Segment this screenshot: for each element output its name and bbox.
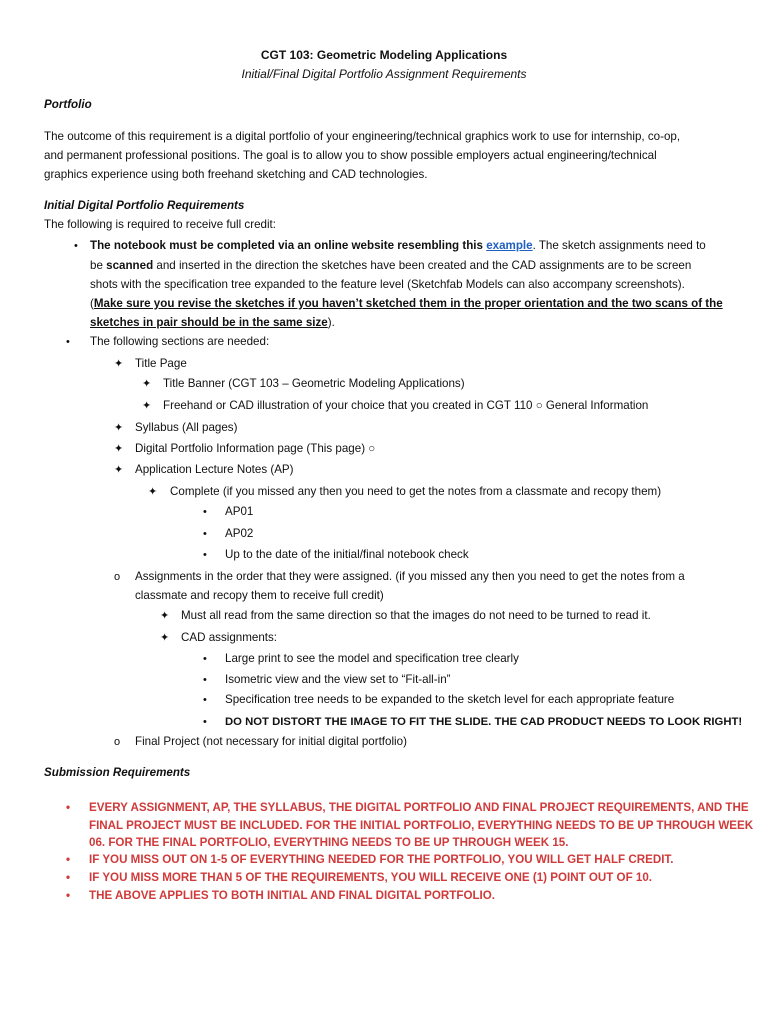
bullet-marker: • <box>66 889 71 902</box>
bullet-marker: • <box>203 716 207 728</box>
star-marker: ✦ <box>160 610 170 622</box>
notebook-bold-text: The notebook must be completed via an online website resembling this <box>90 239 487 252</box>
ap01-item: AP01 <box>225 505 254 518</box>
up-to-date-item: Up to the date of the initial/final notebook check <box>225 548 469 561</box>
final-project-item: Final Project (not necessary for initial digital portfolio) <box>135 735 407 748</box>
star-marker: ✦ <box>114 464 124 476</box>
notebook-line-1 <box>90 239 706 253</box>
bullet-marker: • <box>203 528 207 540</box>
circle-marker: o <box>114 736 121 748</box>
same-direction-item: Must all read from the same direction so that the images do not need to be turned to read it. <box>181 609 651 622</box>
bullet-marker: • <box>66 871 71 884</box>
portfolio-line-1: The outcome of this requirement is a digital portfolio of your engineering/technical graphics work to use for internship, co-op, <box>44 130 681 143</box>
document-title: CGT 103: Geometric Modeling Applications <box>260 48 508 62</box>
portfolio-line-3: graphics experience using both freehand sketching and CAD technologies. <box>44 168 428 181</box>
info-page-item: Digital Portfolio Information page (This page) ○ <box>135 442 376 455</box>
notebook-close-paren: ). <box>327 316 335 329</box>
circle-marker: o <box>114 571 121 583</box>
submission-item-2: IF YOU MISS OUT ON 1-5 OF EVERYTHING NEEDED FOR THE PORTFOLIO, YOU WILL GET HALF CREDIT. <box>89 853 674 866</box>
example-link[interactable]: example <box>486 239 533 252</box>
notebook-line-3: shots with the specification tree expanded to the feature level (Sketchfab Models can also accompany screenshots). <box>90 278 685 291</box>
star-marker: ✦ <box>142 378 152 390</box>
ap02-item: AP02 <box>225 527 254 540</box>
portfolio-heading: Portfolio <box>44 98 92 111</box>
title-page-item: Title Page <box>135 357 187 370</box>
isometric-item: Isometric view and the view set to “Fit-all-in” <box>225 673 451 686</box>
bullet-marker: • <box>66 853 71 866</box>
notebook-line-2 <box>90 259 691 273</box>
submission-item-1-line-3: 06. FOR THE FINAL PORTFOLIO, EVERYTHING NEEDS TO BE UP THROUGH WEEK 15. <box>89 836 569 849</box>
assignments-line-2: classmate and recopy them to receive full credit) <box>135 589 384 602</box>
notebook-after-link: . The sketch assignments need to <box>532 239 706 252</box>
bullet-marker: • <box>203 549 207 561</box>
title-banner-item: Title Banner (CGT 103 – Geometric Modeling Applications) <box>163 377 465 390</box>
spec-tree-item: Specification tree needs to be expanded to the sketch level for each appropriate feature <box>225 693 675 706</box>
bullet-marker: • <box>203 674 207 686</box>
initial-intro: The following is required to receive full credit: <box>44 218 276 231</box>
bullet-marker: • <box>203 506 207 518</box>
submission-item-4: THE ABOVE APPLIES TO BOTH INITIAL AND FINAL DIGITAL PORTFOLIO. <box>89 889 496 902</box>
document-subtitle: Initial/Final Digital Portfolio Assignment Requirements <box>241 67 527 81</box>
notebook-open-paren: ( <box>90 297 94 310</box>
freehand-item: Freehand or CAD illustration of your choice that you created in CGT 110 ○ General Information <box>163 399 649 412</box>
notebook-line-4 <box>90 297 723 311</box>
scanned-text: scanned <box>106 259 154 272</box>
star-marker: ✦ <box>148 486 158 498</box>
syllabus-item: Syllabus (All pages) <box>135 421 238 434</box>
assignments-line-1: Assignments in the order that they were assigned. (if you missed any then you need to get the notes from a <box>135 570 685 583</box>
large-print-item: Large print to see the model and specification tree clearly <box>225 652 519 665</box>
complete-item: Complete (if you missed any then you need to get the notes from a classmate and recopy them) <box>170 485 662 498</box>
bullet-marker: • <box>66 801 71 814</box>
notebook-line2-pre: be <box>90 259 107 272</box>
star-marker: ✦ <box>142 400 152 412</box>
sections-intro: The following sections are needed: <box>90 335 270 348</box>
portfolio-line-2: and permanent professional positions. The goal is to allow you to show possible employers actual engineering/technical <box>44 149 657 162</box>
star-marker: ✦ <box>160 632 170 644</box>
notebook-line2-post: and inserted in the direction the sketches have been created and the CAD assignments are to be screen <box>153 259 692 272</box>
submission-heading: Submission Requirements <box>44 766 191 779</box>
bullet-marker: • <box>203 653 207 665</box>
submission-item-1-line-2: FINAL PROJECT MUST BE INCLUDED. FOR THE INITIAL PORTFOLIO, EVERYTHING NEEDS TO BE UP THROUGH WEEK <box>89 819 754 832</box>
bullet-marker: • <box>66 336 70 348</box>
lecture-notes-item: Application Lecture Notes (AP) <box>135 463 294 476</box>
same-size-text: sketches in pair should be in the same size <box>90 316 328 329</box>
bullet-marker: • <box>203 694 207 706</box>
star-marker: ✦ <box>114 443 124 455</box>
do-not-distort-item: DO NOT DISTORT THE IMAGE TO FIT THE SLIDE. THE CAD PRODUCT NEEDS TO LOOK RIGHT! <box>225 716 743 728</box>
revise-note-text: Make sure you revise the sketches if you haven’t sketched them in the proper orientation and the two scans of the <box>93 297 723 310</box>
star-marker: ✦ <box>114 358 124 370</box>
initial-heading: Initial Digital Portfolio Requirements <box>44 199 245 212</box>
submission-item-1-line-1: EVERY ASSIGNMENT, AP, THE SYLLABUS, THE DIGITAL PORTFOLIO AND FINAL PROJECT REQUIREMENTS, AND THE <box>89 801 749 814</box>
star-marker: ✦ <box>114 422 124 434</box>
bullet-marker: • <box>74 240 78 252</box>
submission-item-3: IF YOU MISS MORE THAN 5 OF THE REQUIREMENTS, YOU WILL RECEIVE ONE (1) POINT OUT OF 10. <box>89 871 652 884</box>
cad-assignments-item: CAD assignments: <box>181 631 278 644</box>
notebook-line-5 <box>90 316 335 330</box>
